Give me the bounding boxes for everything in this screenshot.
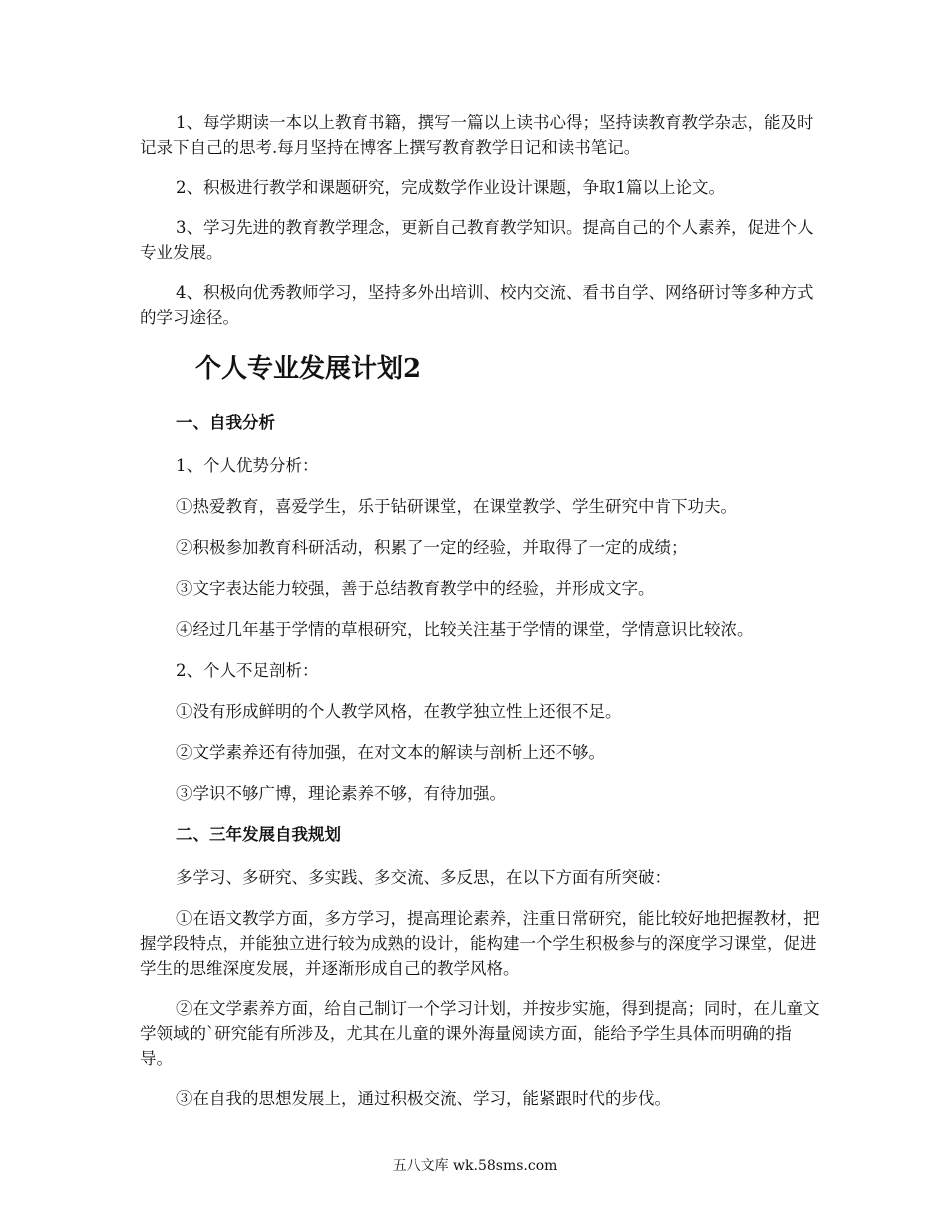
paragraph: ②在文学素养方面，给自己制订一个学习计划，并按步实施，得到提高；同时，在儿童文学领域的`研究能有所涉及，尤其在儿童的课外海量阅读方面，能给予学生具体而明确的指导。 [140,999,820,1068]
paragraph: 4、积极向优秀教师学习，坚持多外出培训、校内交流、看书自学、网络研讨等多种方式的学习途径。 [140,283,814,327]
list-item: ①热爱教育，喜爱学生，乐于钻研课堂，在课堂教学、学生研究中肯下功夫。 [176,497,737,516]
list-item: ③学识不够广博，理论素养不够，有待加强。 [176,784,506,803]
paragraph: 1、每学期读一本以上教育书籍，撰写一篇以上读书心得；坚持读教育教学杂志，能及时记录下自己的思考.每月坚持在博客上撰写教育教学日记和读书笔记。 [140,113,814,157]
paragraph: 2、积极进行教学和课题研究，完成数学作业设计课题，争取1篇以上论文。 [176,178,725,197]
subheading-weaknesses: 2、个人不足剖析： [176,661,319,680]
section-title: 个人专业发展计划2 [195,354,422,384]
page-footer: 五八文库 wk.58sms.com [392,1158,558,1174]
document-body [140,110,820,1126]
subheading-strengths: 1、个人优势分析： [176,456,319,475]
list-item: ②文学素养还有待加强，在对文本的解读与剖析上还不够。 [176,743,605,762]
paragraph: 3、学习先进的教育教学理念，更新自己教育教学知识。提高自己的个人素养，促进个人专业发展。 [140,218,814,262]
paragraph: ①在语文教学方面，多方学习，提高理论素养，注重日常研究，能比较好地把握教材，把握学段特点，并能独立进行较为成熟的设计，能构建一个学生积极参与的深度学习课堂，促进学生的思维深度发展，并逐渐形成自己的教学风格。 [140,909,820,978]
list-item: ①没有形成鲜明的个人教学风格，在教学独立性上还很不足。 [176,702,622,721]
paragraph: ③在自我的思想发展上，通过积极交流、学习，能紧跟时代的步伐。 [176,1089,671,1108]
list-item: ③文字表达能力较强，善于总结教育教学中的经验，并形成文字。 [176,579,655,598]
list-item: ②积极参加教育科研活动，积累了一定的经验，并取得了一定的成绩； [176,538,688,557]
plan-intro: 多学习、多研究、多实践、多交流、多反思，在以下方面有所突破： [176,868,671,887]
heading-self-analysis: 一、自我分析 [176,413,275,432]
heading-three-year-plan: 二、三年发展自我规划 [176,825,341,844]
list-item: ④经过几年基于学情的草根研究，比较关注基于学情的课堂，学情意识比较浓。 [176,620,754,639]
